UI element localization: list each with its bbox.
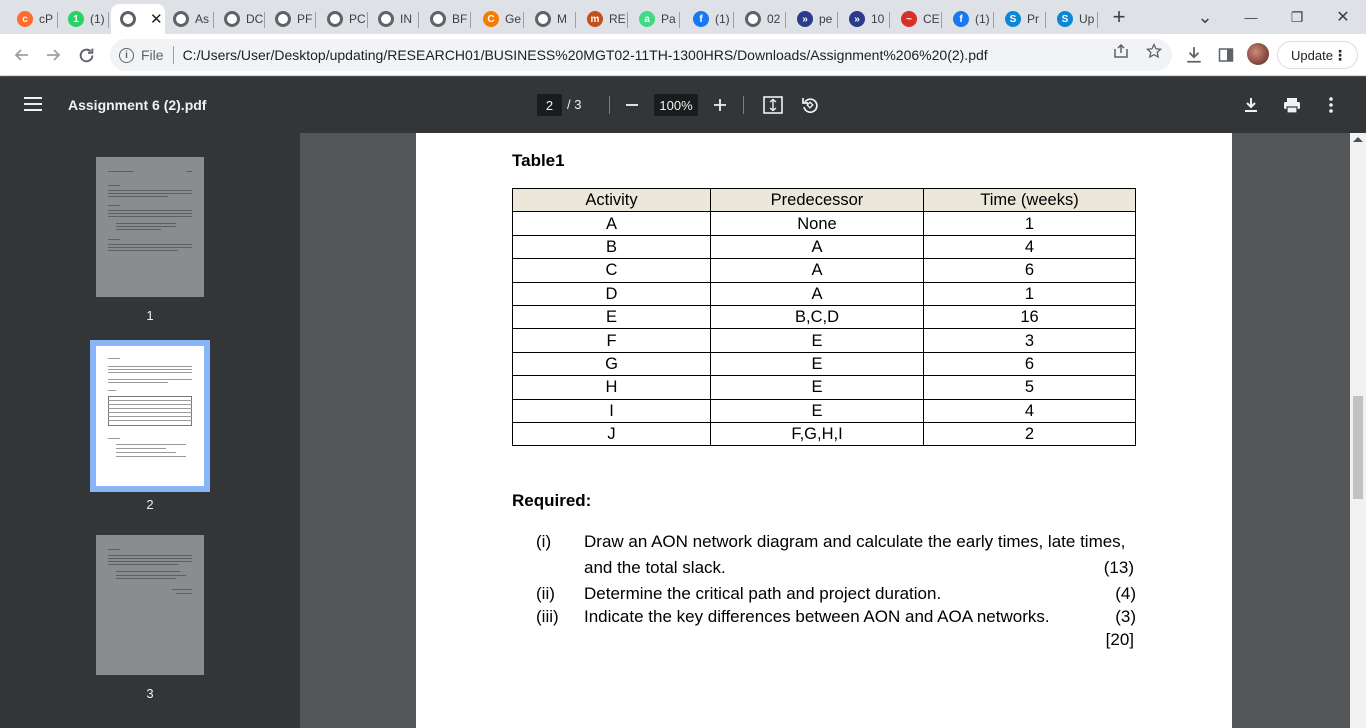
question-text: and the total slack.: [584, 558, 726, 577]
minimize-button[interactable]: —: [1244, 9, 1258, 25]
table-cell: B,C,D: [711, 305, 924, 328]
table-cell: A: [513, 212, 711, 235]
back-arrow-icon: [13, 47, 29, 63]
tab-label: RE: [609, 12, 626, 26]
question-text: Indicate the key differences between AON and AOA networks.: [584, 607, 1050, 626]
rotate-button[interactable]: [797, 92, 823, 118]
table-cell: D: [513, 282, 711, 305]
globe-icon: [378, 11, 394, 27]
update-button[interactable]: [1277, 41, 1358, 69]
tab-label: Pa: [661, 12, 676, 26]
pdf-page: [416, 133, 1232, 728]
activity-table: [512, 188, 1136, 446]
side-panel-icon: [1218, 47, 1234, 63]
more-vert-icon: ⋮: [1333, 47, 1347, 63]
table-row: [513, 282, 1136, 305]
tab-label: Pr: [1027, 12, 1039, 26]
close-tab-icon[interactable]: ✕: [150, 11, 163, 28]
tab-label: Ge: [505, 12, 522, 26]
reload-icon: [78, 47, 95, 64]
browser-tab[interactable]: [684, 4, 734, 34]
back-button[interactable]: [8, 42, 34, 68]
more-actions-button[interactable]: [1318, 92, 1344, 118]
table-cell: A: [711, 259, 924, 282]
browser-tab[interactable]: [111, 4, 165, 34]
table-cell: 1: [924, 282, 1136, 305]
zoom-input[interactable]: 100%: [654, 94, 698, 116]
table-row: [513, 399, 1136, 422]
table-cell: A: [711, 282, 924, 305]
facebook-icon: f: [693, 11, 709, 27]
window-close-button[interactable]: ✕: [1336, 9, 1350, 26]
more-vert-icon: [1329, 97, 1333, 113]
question-mark: (4): [1115, 584, 1136, 603]
tab-label: CE: [923, 12, 940, 26]
table-cell: 16: [924, 305, 1136, 328]
globe-icon: [327, 11, 343, 27]
globe-icon: [535, 11, 551, 27]
tab-label: IN: [400, 12, 412, 26]
question-text: Determine the critical path and project duration.: [584, 584, 942, 603]
forward-arrow-icon: [46, 47, 62, 63]
whatsapp-icon: 1: [68, 11, 84, 27]
table-cell: C: [513, 259, 711, 282]
question-number: (iii): [536, 607, 559, 626]
browser-tab[interactable]: [996, 4, 1046, 34]
fit-page-button[interactable]: [760, 92, 786, 118]
c-logo-icon: C: [483, 11, 499, 27]
browser-tab[interactable]: [164, 4, 214, 34]
downloads-button[interactable]: [1183, 44, 1205, 66]
table-cell: F: [513, 329, 711, 352]
table-cell: B: [513, 235, 711, 258]
update-label: Update: [1291, 47, 1333, 63]
m-logo-icon: m: [587, 11, 603, 27]
table-caption: Table1: [512, 151, 565, 170]
bookmark-button[interactable]: [1145, 42, 1163, 60]
table-cell: 6: [924, 259, 1136, 282]
table-row: [513, 422, 1136, 445]
download-icon: [1243, 97, 1259, 113]
table-cell: 3: [924, 329, 1136, 352]
download-icon: [1185, 46, 1203, 64]
total-mark: [20]: [1105, 630, 1134, 649]
table-cell: H: [513, 376, 711, 399]
browser-tab[interactable]: [944, 4, 994, 34]
share-button[interactable]: [1112, 42, 1130, 60]
tab-label: (1): [715, 12, 730, 26]
globe-icon: [745, 11, 761, 27]
download-pdf-button[interactable]: [1238, 92, 1264, 118]
required-heading: Required:: [512, 491, 592, 510]
browser-tab[interactable]: [526, 4, 576, 34]
reload-button[interactable]: [73, 42, 99, 68]
new-tab-button[interactable]: +: [1112, 4, 1126, 29]
table-cell: 4: [924, 235, 1136, 258]
table-row: [513, 376, 1136, 399]
column-header: Time (weeks): [924, 189, 1136, 212]
zoom-in-button[interactable]: [707, 92, 733, 118]
page-total: / 3: [567, 97, 582, 112]
facebook-icon: f: [953, 11, 969, 27]
table-cell: E: [711, 376, 924, 399]
browser-toolbar: [0, 34, 1366, 76]
pdf-toolbar: [0, 77, 1366, 133]
tab-label: PF: [297, 12, 313, 26]
table-row: [513, 305, 1136, 328]
globe-icon: [430, 11, 446, 27]
question-mark: (13): [1103, 558, 1134, 577]
table-row: [513, 352, 1136, 375]
table-cell: 6: [924, 352, 1136, 375]
table-cell: J: [513, 422, 711, 445]
browser-tab[interactable]: [630, 4, 680, 34]
profile-avatar[interactable]: [1247, 43, 1269, 65]
thumbnail-label-3: 3: [146, 686, 154, 701]
zoom-out-button[interactable]: [619, 92, 645, 118]
tab-label: cP: [39, 12, 54, 26]
pdf-viewer[interactable]: [300, 133, 1350, 728]
page-thumbnail-2[interactable]: [90, 340, 210, 492]
vertical-scrollbar[interactable]: [1350, 133, 1366, 728]
column-header: Predecessor: [711, 189, 924, 212]
tab-label: (1): [90, 12, 105, 26]
s-logo-icon: S: [1057, 11, 1073, 27]
browser-tab[interactable]: [369, 4, 419, 34]
thumbnail-label-2: 2: [146, 497, 154, 512]
table-row: [513, 259, 1136, 282]
plus-icon: [713, 98, 727, 112]
tab-label: DC: [246, 12, 264, 26]
table-row: [513, 329, 1136, 352]
tab-strip: [0, 0, 1366, 34]
globe-icon: [120, 11, 136, 27]
document-title: Assignment 6 (2).pdf: [68, 97, 207, 113]
table-cell: E: [711, 399, 924, 422]
question-number: (ii): [536, 584, 555, 603]
table-cell: 4: [924, 399, 1136, 422]
toolbar-divider: [743, 96, 744, 114]
print-icon: [1283, 97, 1301, 114]
table-cell: 5: [924, 376, 1136, 399]
chevron-logo-icon: »: [797, 11, 813, 27]
toolbar-divider: [609, 96, 610, 114]
question-number: (i): [536, 532, 552, 551]
tab-label: As: [195, 12, 210, 26]
browser-tab[interactable]: [578, 4, 628, 34]
table-cell: G: [513, 352, 711, 375]
browser-tab[interactable]: [788, 4, 838, 34]
tab-label: PC: [349, 12, 366, 26]
url-scheme: File: [141, 47, 164, 63]
page-number-input[interactable]: 2: [537, 94, 562, 116]
tab-label: M: [557, 12, 567, 26]
menu-icon[interactable]: [24, 97, 42, 111]
table-cell: E: [711, 329, 924, 352]
tab-label: 10: [871, 12, 885, 26]
browser-tab[interactable]: [421, 4, 471, 34]
table-row: [513, 235, 1136, 258]
browser-tab[interactable]: [474, 4, 524, 34]
browser-tab[interactable]: [215, 4, 265, 34]
browser-tab[interactable]: [736, 4, 786, 34]
table-cell: E: [513, 305, 711, 328]
address-bar[interactable]: [110, 39, 1172, 71]
browser-tab[interactable]: [318, 4, 368, 34]
thumbnail-label-1: 1: [146, 308, 154, 323]
tab-label: 02: [767, 12, 781, 26]
thumbnail-sidebar: [0, 133, 300, 728]
browser-tab[interactable]: [59, 4, 109, 34]
site-info-icon[interactable]: i: [119, 48, 134, 63]
table-cell: None: [711, 212, 924, 235]
scroll-up-arrow-icon[interactable]: [1353, 137, 1363, 142]
table-header-row: [513, 189, 1136, 212]
restore-button[interactable]: ❐: [1290, 8, 1304, 25]
url-text[interactable]: C:/Users/User/Desktop/updating/RESEARCH01/BUSINESS%20MGT02-11TH-1300HRS/Downloads/Assignment%206%20(2).pdf: [182, 47, 988, 63]
browser-tab[interactable]: [8, 4, 58, 34]
omnibox-divider: [173, 46, 174, 64]
chevron-logo-icon: »: [849, 11, 865, 27]
table-cell: F,G,H,I: [711, 422, 924, 445]
browser-tab[interactable]: [840, 4, 890, 34]
globe-icon: [275, 11, 291, 27]
question-text: Draw an AON network diagram and calculate the early times, late times,: [584, 532, 1126, 551]
globe-icon: [173, 11, 189, 27]
table-cell: 2: [924, 422, 1136, 445]
wave-logo-icon: ~: [901, 11, 917, 27]
browser-tab[interactable]: [892, 4, 942, 34]
side-panel-button[interactable]: [1215, 44, 1237, 66]
tab-label: (1): [975, 12, 990, 26]
tab-label: BF: [452, 12, 468, 26]
forward-button[interactable]: [41, 42, 67, 68]
table-cell: E: [711, 352, 924, 375]
table-cell: I: [513, 399, 711, 422]
tab-label: Up: [1079, 12, 1095, 26]
s-logo-icon: S: [1005, 11, 1021, 27]
tab-label: pe: [819, 12, 833, 26]
page-thumbnail-1[interactable]: [96, 157, 204, 297]
page-thumbnail-3[interactable]: [96, 535, 204, 675]
cpanel-icon: c: [17, 11, 33, 27]
rotate-icon: [801, 96, 819, 114]
table-row: [513, 212, 1136, 235]
column-header: Activity: [513, 189, 711, 212]
tab-search-button[interactable]: ⌄: [1197, 6, 1213, 27]
fit-page-icon: [763, 96, 783, 114]
question-mark: (3): [1115, 607, 1136, 626]
table-cell: A: [711, 235, 924, 258]
browser-tab[interactable]: [266, 4, 316, 34]
globe-icon: [224, 11, 240, 27]
star-icon: [1146, 43, 1162, 59]
scrollbar-thumb[interactable]: [1353, 396, 1363, 499]
share-icon: [1113, 43, 1129, 59]
print-button[interactable]: [1279, 92, 1305, 118]
browser-tab[interactable]: [1048, 4, 1098, 34]
android-icon: a: [639, 11, 655, 27]
table-cell: 1: [924, 212, 1136, 235]
minus-icon: [625, 98, 639, 112]
